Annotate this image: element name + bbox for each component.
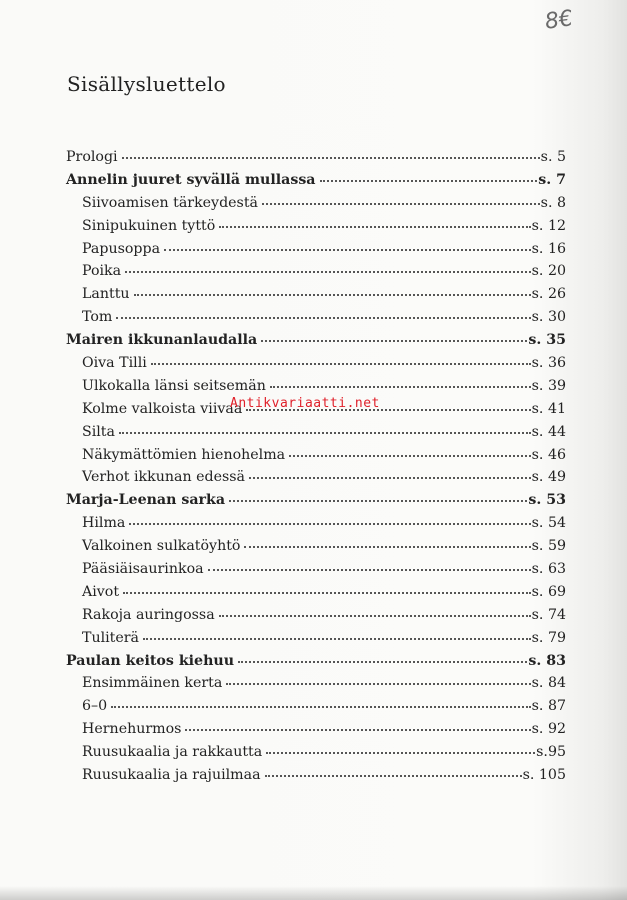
handwritten-price-note: 8€ (543, 6, 575, 35)
toc-entry-row (66, 718, 566, 741)
toc-page-number: s. 12 (531, 217, 566, 234)
toc-entry-title: Hernehurmos (82, 721, 182, 738)
toc-entry-row (66, 421, 566, 444)
dot-leader (129, 522, 530, 525)
dot-leader (249, 476, 531, 479)
toc-entry-row (66, 764, 566, 787)
toc-entry-title: Papusoppa (82, 240, 161, 257)
toc-page-number: s. 26 (531, 286, 566, 303)
toc-entry-title: Annelin juuret syvällä mullassa (66, 171, 316, 188)
toc-entry-row (66, 535, 566, 558)
toc-entry-title: Ensimmäinen kerta (82, 675, 223, 692)
toc-entry-title: Lanttu (82, 286, 130, 303)
toc-entry-row (66, 283, 566, 306)
toc-page-number: s. 84 (531, 675, 566, 692)
toc-page-number: s. 87 (531, 698, 566, 715)
dot-leader (123, 591, 531, 594)
dot-leader (229, 499, 527, 502)
toc-entry-title: Aivot (82, 583, 120, 600)
dot-leader (219, 614, 531, 617)
toc-page-number: s. 5 (540, 149, 566, 165)
toc-entry-title: Poika (82, 263, 122, 280)
toc-entry-row (66, 192, 566, 215)
toc-entry-title: 6–0 (82, 698, 108, 715)
toc-page-number: s. 53 (528, 492, 566, 509)
dot-leader (266, 751, 535, 754)
dot-leader (116, 316, 530, 319)
toc-entry-row (66, 695, 566, 718)
dot-leader (219, 225, 530, 228)
toc-entry-row (66, 215, 566, 238)
toc-entry-title: Siivoamisen tärkeydestä (82, 194, 258, 211)
toc-page-number: s. 49 (531, 469, 566, 486)
dot-leader (265, 774, 522, 777)
toc-entry-title: Sinipukuinen tyttö (82, 217, 216, 234)
toc-entry-row (66, 604, 566, 627)
dot-leader (289, 454, 531, 457)
toc-entry-title: Ulkokalla länsi seitsemän (82, 377, 266, 394)
toc-entry-title: Tom (82, 309, 113, 326)
dot-leader (143, 637, 531, 640)
toc-entry-title: Näkymättömien hienohelma (82, 446, 286, 463)
toc-entry-title: Rakoja auringossa (82, 606, 215, 623)
dot-leader (270, 385, 531, 388)
toc-entry-row (66, 352, 566, 375)
dot-leader (151, 362, 531, 365)
toc-entry-title: Paulan keitos kiehuu (66, 652, 235, 669)
toc-page-number: s. 41 (531, 400, 566, 417)
toc-page-number: s. 69 (531, 583, 566, 600)
dot-leader (119, 431, 531, 434)
watermark: Antikvariaatti.net (230, 396, 380, 411)
toc-page-number: s. 30 (531, 309, 566, 326)
toc-entry-row (66, 444, 566, 467)
toc-entry-row (66, 260, 566, 283)
toc-page-number: s. 44 (531, 423, 566, 440)
toc-entry-title: Verhot ikkunan edessä (82, 469, 246, 486)
toc-entry-title: Silta (82, 423, 115, 440)
toc-entry-row (66, 741, 566, 764)
toc-entry-row (66, 466, 566, 489)
toc-page-number: s. 79 (531, 629, 566, 646)
dot-leader (320, 179, 538, 182)
dot-leader (125, 270, 531, 273)
toc-entry-title: Prologi (66, 149, 118, 165)
toc-page-number: s. 59 (531, 538, 566, 555)
toc-page-number: s. 54 (531, 515, 566, 532)
dot-leader (261, 339, 527, 342)
toc-page-number: s. 36 (531, 355, 566, 372)
toc-entry-row (66, 375, 566, 398)
toc-page-number: s. 8 (540, 194, 566, 211)
dot-leader (111, 705, 530, 708)
toc-entry-row (66, 512, 566, 535)
toc-entry-row (66, 238, 566, 261)
toc-entry-row (66, 581, 566, 604)
toc-page-number: s. 16 (531, 240, 566, 257)
dot-leader (185, 728, 530, 731)
toc-page-number: s. 35 (528, 332, 566, 349)
toc-entry-title: Kolme valkoista viivaa (82, 400, 243, 417)
toc-page-number: s. 7 (538, 171, 566, 188)
dot-leader (122, 156, 540, 159)
toc-entry-row (66, 672, 566, 695)
toc-page-number: s.95 (536, 744, 566, 761)
dot-leader (262, 202, 540, 205)
toc-page-number: s. 74 (531, 606, 566, 623)
page-title: Sisällysluettelo (67, 72, 226, 96)
toc-entry-row (66, 306, 566, 329)
dot-leader (164, 248, 531, 251)
toc-entry-title: Tuliterä (82, 629, 140, 646)
toc-entry-row (66, 627, 566, 650)
toc-entry-title: Hilma (82, 515, 126, 532)
table-of-contents (66, 146, 566, 787)
dot-leader (226, 682, 530, 685)
dot-leader (238, 660, 527, 663)
toc-entry-title: Mairen ikkunanlaudalla (66, 332, 258, 349)
toc-entry-title: Pääsiäisaurinkoa (82, 561, 204, 578)
toc-entry-row (66, 558, 566, 581)
toc-page-number: s. 39 (531, 377, 566, 394)
toc-page-number: s. 92 (531, 721, 566, 738)
toc-entry-title: Ruusukaalia ja rakkautta (82, 744, 263, 761)
toc-entry-title: Ruusukaalia ja rajuilmaa (82, 767, 261, 784)
toc-section-row (66, 329, 566, 352)
toc-page-number: s. 83 (528, 652, 566, 669)
toc-entry-row (66, 146, 566, 169)
toc-section-row (66, 169, 566, 192)
dot-leader (208, 568, 531, 571)
toc-page-number: s. 105 (522, 767, 566, 784)
toc-page-number: s. 63 (531, 561, 566, 578)
toc-page-number: s. 46 (531, 446, 566, 463)
toc-entry-title: Valkoinen sulkatöyhtö (82, 538, 241, 555)
toc-section-row (66, 650, 566, 673)
toc-entry-title: Oiva Tilli (82, 355, 147, 372)
dot-leader (134, 293, 531, 296)
toc-entry-title: Marja-Leenan sarka (66, 492, 226, 509)
toc-page-number: s. 20 (531, 263, 566, 280)
dot-leader (244, 545, 530, 548)
toc-section-row (66, 489, 566, 512)
